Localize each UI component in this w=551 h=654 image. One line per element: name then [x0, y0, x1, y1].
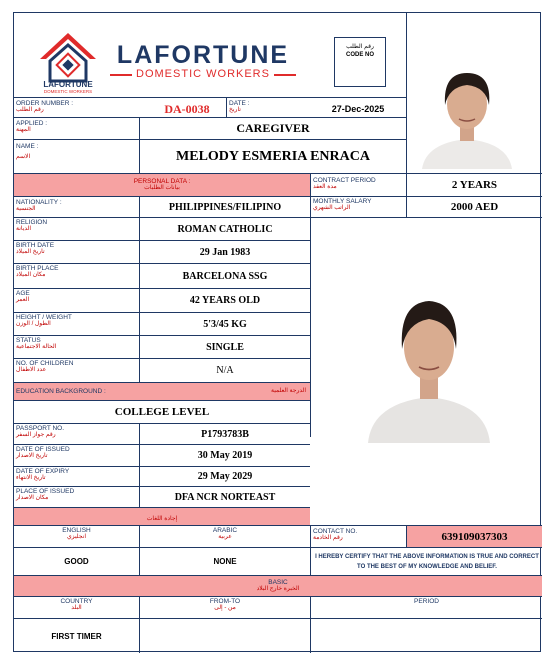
birthdate-label: BIRTH DATE: [16, 242, 55, 249]
date-arabic: تاريخ: [229, 107, 241, 113]
children-label: NO. OF CHILDREN: [16, 360, 74, 367]
arabic-level: NONE: [213, 557, 237, 566]
birthplace-arabic: مكان الميلاد: [16, 272, 46, 278]
logo-small-tagline: DOMESTIC WORKERS: [43, 89, 93, 94]
birthdate-arabic: تاريخ الميلاد: [16, 249, 45, 255]
english-level: GOOD: [64, 557, 89, 566]
height-weight-label: HEIGHT / WEIGHT: [16, 314, 72, 321]
birthplace-value: BARCELONA SSG: [182, 270, 268, 282]
contract-label: CONTRACT PERIOD: [313, 177, 376, 184]
age-value: 42 YEARS OLD: [189, 295, 261, 306]
experience-country: FIRST TIMER: [51, 631, 102, 641]
birthplace-label: BIRTH PLACE: [16, 265, 59, 272]
contact-arabic: رقم الخادمة: [313, 535, 343, 541]
nationality-arabic: الجنسية: [16, 206, 36, 212]
personal-data-arabic: بيانات الطلبات: [144, 185, 180, 191]
period-col-label: PERIOD: [414, 598, 439, 605]
passport-no-label: PASSPORT NO.: [16, 425, 65, 432]
religion-label: RELIGION: [16, 219, 48, 226]
name-arabic: الاسم: [16, 154, 31, 160]
expiry-date-arabic: تاريخ الانتهاء: [16, 475, 46, 481]
application-form: [13, 12, 541, 652]
passport-no-value: P1793783B: [201, 428, 249, 440]
code-no-arabic: رقم الطلب: [346, 44, 374, 50]
personal-data-band: [14, 174, 310, 196]
experience-band: [14, 576, 542, 596]
code-no-box: [334, 37, 386, 87]
religion-value: ROMAN CATHOLIC: [177, 223, 273, 235]
applied-value: CAREGIVER: [236, 120, 310, 135]
contact-label: CONTACT NO.: [313, 528, 358, 535]
tagline-line-right: [274, 74, 296, 76]
applicant-photo-top: [412, 59, 522, 169]
name-label: NAME :: [16, 143, 39, 150]
status-label: STATUS: [16, 337, 41, 344]
contact-number: 639109037303: [407, 526, 542, 547]
issue-place-label: PLACE OF ISSUED: [16, 488, 75, 495]
applied-label: APPLIED :: [16, 120, 48, 127]
expiry-date-value: 29 May 2029: [197, 471, 253, 482]
code-no-label: CODE NO: [345, 52, 374, 58]
education-arabic: الدرجة العلمية: [270, 388, 306, 394]
order-arabic: رقم الطلب: [16, 107, 44, 113]
children-arabic: عدد الاطفال: [16, 367, 47, 373]
fromto-col-label: FROM-TO: [209, 598, 241, 605]
arabic-lang-label: ARABIC: [212, 527, 238, 534]
age-label: AGE: [16, 290, 30, 297]
logo-small-name: LAFORTUNE: [43, 80, 93, 89]
issue-place-value: DFA NCR NORTEAST: [174, 491, 276, 503]
religion-arabic: الديانة: [16, 226, 32, 232]
tagline-line-left: [110, 74, 132, 76]
status-arabic: الحالة الاجتماعية: [16, 344, 57, 350]
issue-date-label: DATE OF ISSUED: [16, 446, 70, 453]
brand-name: LAFORTUNE: [116, 41, 290, 69]
languages-arabic-title: إجادة اللغات: [146, 516, 178, 522]
age-arabic: العمر: [16, 297, 30, 303]
nationality-value: PHILIPPINES/FILIPINO: [168, 201, 282, 213]
children-value: N/A: [216, 365, 234, 376]
salary-label: MONTHLY SALARY: [313, 198, 372, 205]
nationality-label: NATIONALITY :: [16, 199, 62, 206]
languages-band: [14, 508, 310, 525]
order-label: ORDER NUMBER :: [16, 100, 74, 107]
brand-tagline: DOMESTIC WORKERS: [136, 68, 270, 80]
date-label: DATE :: [229, 100, 250, 107]
fromto-col-arabic: من - إلى: [214, 605, 236, 611]
education-band: [14, 383, 310, 400]
contract-period-value: 2 YEARS: [451, 179, 498, 191]
passport-no-arabic: رقم جواز السفر: [16, 432, 56, 438]
experience-period: [311, 619, 542, 653]
experience-arabic: الخبرة خارج البلاد: [256, 586, 300, 592]
expiry-date-label: DATE OF EXPIRY: [16, 468, 70, 475]
english-arabic: انجليزي: [66, 534, 86, 540]
status-value: SINGLE: [206, 341, 244, 353]
english-label: ENGLISH: [62, 527, 91, 534]
height-weight-value: 5'3/45 KG: [203, 318, 247, 330]
issue-date-arabic: تاريخ الاصدار: [16, 453, 48, 459]
order-number-value: DA-0038: [164, 102, 210, 116]
applied-arabic: المهنة: [16, 127, 31, 133]
experience-title: BASIC: [268, 579, 288, 586]
salary-arabic: الراتب الشهري: [313, 205, 351, 211]
personal-data-label: PERSONAL DATA :: [133, 178, 191, 185]
applicant-photo-main: [366, 285, 492, 443]
monthly-salary-value: 2000 AED: [450, 201, 499, 213]
experience-fromto: [140, 619, 310, 653]
issue-date-value: 30 May 2019: [197, 450, 253, 461]
certification-text: I HEREBY CERTIFY THAT THE ABOVE INFORMATION IS TRUE AND CORRECT TO THE BEST OF MY KNOWLEDGE AND BELIEF.: [315, 554, 539, 570]
arabic-lang-arabic: عربية: [218, 534, 232, 540]
contract-arabic: مدة العقد: [313, 184, 337, 190]
date-value: 27-Dec-2025: [331, 104, 385, 114]
education-label: EDUCATION BACKGROUND :: [16, 388, 106, 395]
issue-place-arabic: مكان الاصدار: [16, 495, 49, 501]
education-value: COLLEGE LEVEL: [114, 406, 210, 418]
country-col-label: COUNTRY: [60, 598, 93, 605]
applicant-name: MELODY ESMERIA ENRACA: [176, 148, 370, 164]
height-weight-arabic: الطول / الوزن: [16, 321, 51, 327]
country-col-arabic: البلد: [71, 605, 82, 611]
birthdate-value: 29 Jan 1983: [199, 246, 251, 258]
